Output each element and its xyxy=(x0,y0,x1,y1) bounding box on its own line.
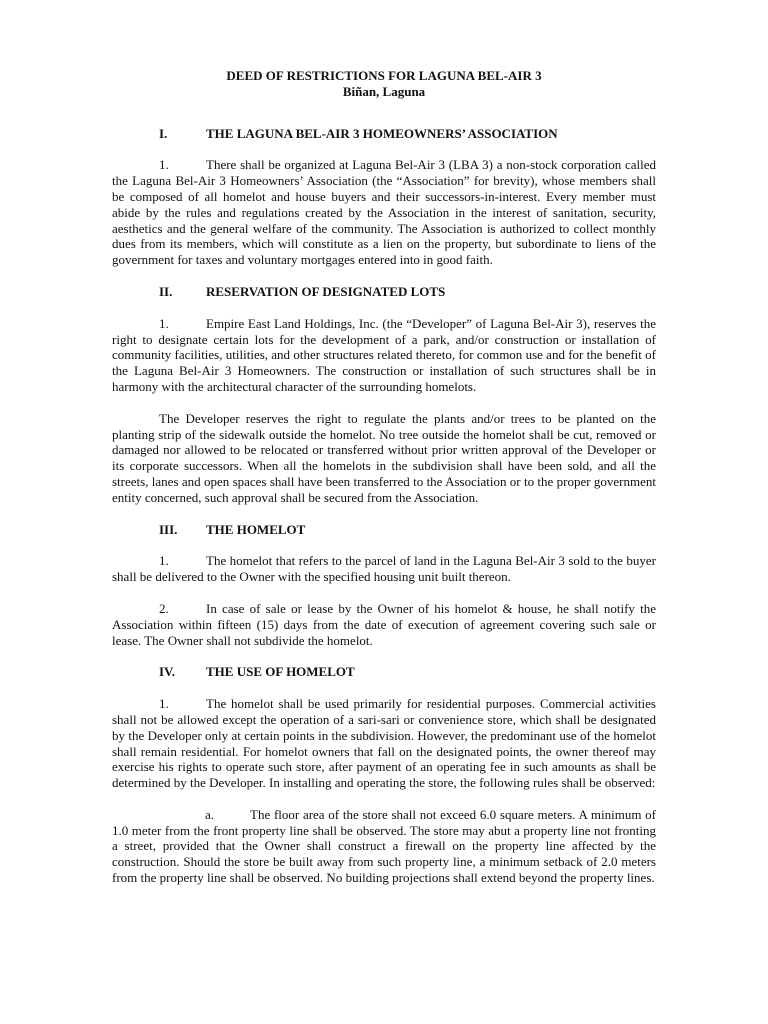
paragraph-text: The homelot that refers to the parcel of land in the Laguna Bel-Air 3 sold to the buyer shall be delivered to the Owner with the specified housing unit built thereon. xyxy=(112,553,656,585)
paragraph-text: In case of sale or lease by the Owner of his homelot & house, he shall notify the Association within fifteen (15) days from the date of execution of agreement covering such sale or lease. The Owner shall not subdivide the homelot. xyxy=(112,600,656,648)
subparagraph xyxy=(112,807,656,886)
paragraph xyxy=(112,601,656,648)
section-numeral: IV. xyxy=(159,664,176,680)
paragraph-number: 2. xyxy=(159,600,169,616)
section-title: THE LAGUNA BEL-AIR 3 HOMEOWNERS’ ASSOCIATION xyxy=(206,125,558,141)
document-subtitle: Biñan, Laguna xyxy=(342,83,426,99)
section-heading-3 xyxy=(112,522,656,538)
section-numeral: I. xyxy=(159,125,168,141)
paragraph-text: There shall be organized at Laguna Bel-Air 3 (LBA 3) a non-stock corporation called the Laguna Bel-Air 3 Homeowners’ Association (the “Association” for brevity), whose members shall be composed of all homelot and house buyers and their successors-in-interest. Every member must abide by the rules and regulations created by the Association in the interest of sanitation, security, aesthetics and the general welfare of the community. The Association is authorized to collect monthly dues from its members, which will constitute as a lien on the property, but subordinate to liens of the government for taxes and voluntary mortgages entered into in good faith. xyxy=(112,157,656,268)
section-title: RESERVATION OF DESIGNATED LOTS xyxy=(206,283,446,299)
paragraph-number: 1. xyxy=(159,315,169,331)
subparagraph-letter: a. xyxy=(205,806,215,822)
paragraph xyxy=(112,553,656,585)
paragraph-number: 1. xyxy=(159,696,169,712)
paragraph xyxy=(112,696,656,791)
paragraph-number: 1. xyxy=(159,553,169,569)
section-heading-2 xyxy=(112,284,656,300)
paragraph-text: The homelot shall be used primarily for residential purposes. Commercial activities shall not be allowed except the operation of a sari-sari or convenience store, which shall be designated by the Developer only at certain points in the subdivision. However, the predominant use of the homelot shall remain residential. For homelot owners that fall on the designated points, the owner thereof may exercise his rights to operate such store, after payment of an operating fee in such amounts as shall be determined by the Developer. In installing and operating the store, the following rules shall be observed: xyxy=(112,696,656,791)
section-numeral: II. xyxy=(159,283,173,299)
paragraph-number: 1. xyxy=(159,157,169,173)
section-title: THE HOMELOT xyxy=(206,521,306,537)
paragraph: The Developer reserves the right to regulate the plants and/or trees to be planted on the planting strip of the sidewalk outside the homelot. No tree outside the homelot shall be cut, removed or damaged nor allowed to be relocated or transferred without prior written approval of the Developer or its corporate successors. When all the homelots in the subdivision shall have been sold, and all the streets, lanes and open spaces shall have been transferred to the Association or to the proper government entity concerned, such approval shall be secured from the Association. xyxy=(112,410,656,505)
document-page xyxy=(112,68,656,902)
section-heading-4 xyxy=(112,664,656,680)
subparagraph-text: The floor area of the store shall not exceed 6.0 square meters. A minimum of 1.0 meter from the front property line shall be observed. The store may abut a property line not fronting a street, provided that the Owner shall construct a firewall on the property line affected by the construction. Should the store be built away from such property line, a minimum setback of 2.0 meters from the property line shall be observed. No building projections shall extend beyond the property lines. xyxy=(112,806,656,886)
document-title: DEED OF RESTRICTIONS FOR LAGUNA BEL-AIR 3 xyxy=(226,68,542,83)
paragraph-text: Empire East Land Holdings, Inc. (the “Developer” of Laguna Bel-Air 3), reserves the right to designate certain lots for the development of a park, and/or construction or installation of community facilities, utilities, and other structures related thereto, for common use and for the benefit of the Laguna Bel-Air 3 Homeowners. The construction or installation of such structures shall be in harmony with the architectural character of the surrounding homelots. xyxy=(112,315,656,394)
section-title: THE USE OF HOMELOT xyxy=(206,664,355,680)
paragraph xyxy=(112,157,656,268)
section-heading-1 xyxy=(112,126,656,142)
section-numeral: III. xyxy=(159,521,178,537)
paragraph xyxy=(112,316,656,395)
